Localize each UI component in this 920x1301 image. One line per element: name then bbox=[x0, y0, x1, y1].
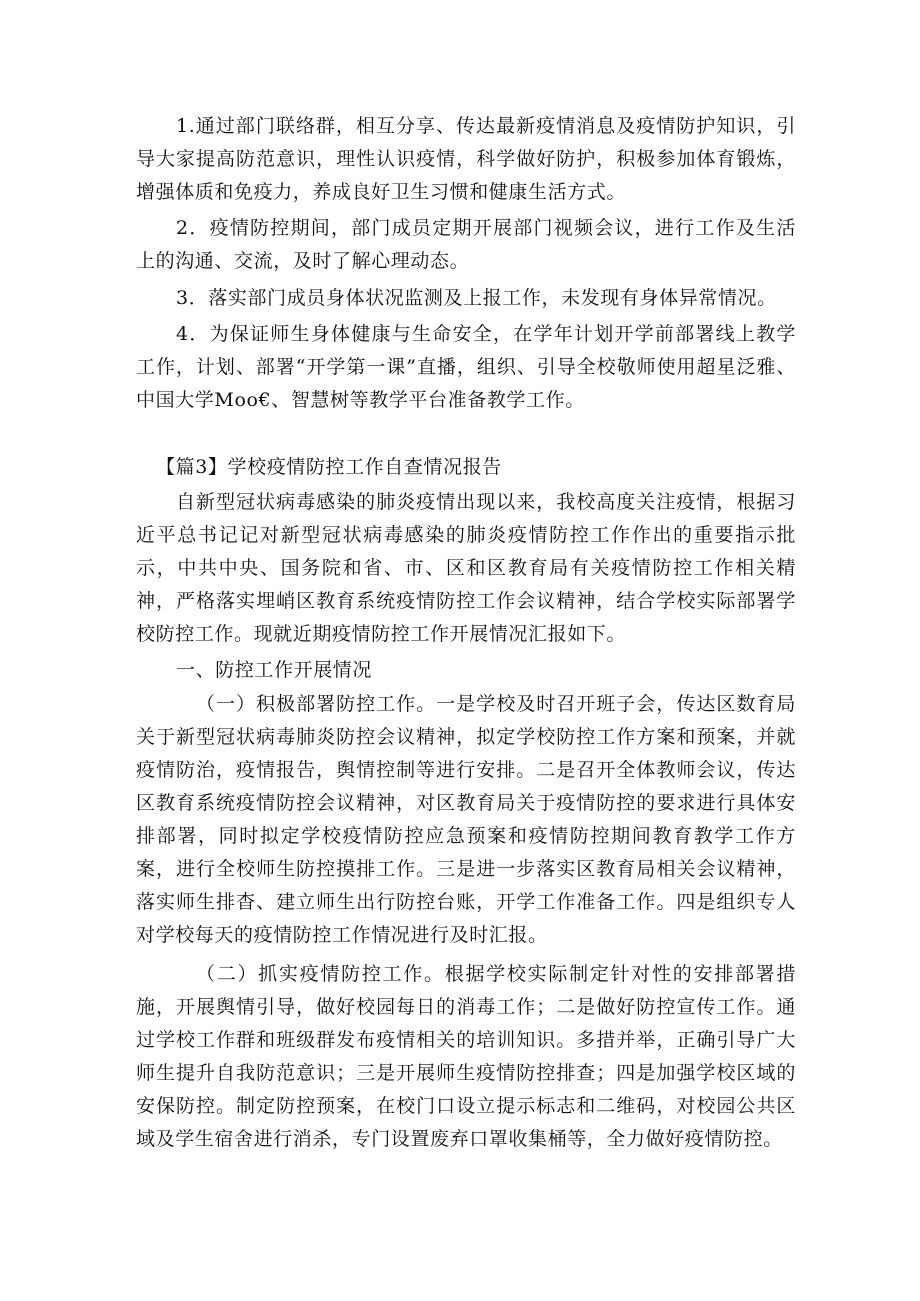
paragraph-4: 4．为保证师生身体健康与生命安全，在学年计划开学前部署线上教学工作，计划、部署“开学第一课”直播，组织、引导全校敬师使用超星泛雅、中国大学Moo€、智慧树等教学平台准备教学工作。 bbox=[136, 323, 796, 411]
section-paragraph-2: （二）抓实疫情防控工作。根据学校实际制定针对性的安排部署措施，开展舆情引导，做好校园每日的消毒工作；二是做好防控宣传工作。通过学校工作群和班级群发布疫情相关的培训知识。多措并举，正确引导广大师生提升自我防范意识；三是开展师生疫情防控排查；四是加强学校区域的安保防控。制定防控预案，在校门口设立提示标志和二维码，对校园公共区域及学生宿舍进行消杀，专门设置废弃口罩收集桶等，全力做好疫情防控。 bbox=[136, 963, 796, 1150]
paragraph-3: 3．落实部门成员身体状况监测及上报工作，未发现有身体异常情况。 bbox=[176, 287, 777, 309]
paragraph-2: 2．疫情防控期间，部门成员定期开展部门视频会议，进行工作及生活上的沟通、交流，及时了解心理动态。 bbox=[136, 217, 796, 272]
section-paragraph-1: （一）积极部署防控工作。一是学校及时召开班子会，传达区数育局关于新型冠状病毒肺炎防控会议精神，拟定学校防控工作方案和预案，并就疫情防治，疫情报告，舆情控制等进行安排。二是召开全体教师会议，传达区教育系统疫情防控会议精神，对区教育局关于疫情防控的要求进行具体安排部署，同时拟定学校疫情防控应急预案和疫情防控期间教育教学工作方案，进行全校师生防控摸排工作。三是进一步落实区教育局相关会议精神，落实师生排杳、建立师生出行防控台账，开学工作准备工作。四是组织专人对学校每天的疫情防控工作情况进行及时汇报。 bbox=[136, 693, 796, 946]
intro-paragraph: 自新型冠状病毒感染的肺炎疫情出现以来，我校高度关注疫情，根据习近平总书记记对新型冠状病毒感染的肺炎疫情防控工作作出的重要指示批示，中共中央、国务院和省、市、区和区教育局有关疫情防控工作相关精神，严格落实埋峭区教育系统疫情防控工作会议精神，结合学校实际部署学校防控工作。现就近期疫情防控工作开展情况汇报如下。 bbox=[136, 491, 796, 645]
paragraph-1: 1.通过部门联络群，相互分享、传达最新疫情消息及疫情防护知识，引导大家提高防范意识，理性认识疫情，科学做好防护，积极参加体育锻炼，增强体质和免疫力，养成良好卫生习惯和健康生活方式。 bbox=[136, 115, 796, 203]
section-title: 一、防控工作开展情况 bbox=[176, 659, 373, 681]
report-heading: 【篇3】学校疫情防控工作自查情况报告 bbox=[156, 456, 502, 478]
